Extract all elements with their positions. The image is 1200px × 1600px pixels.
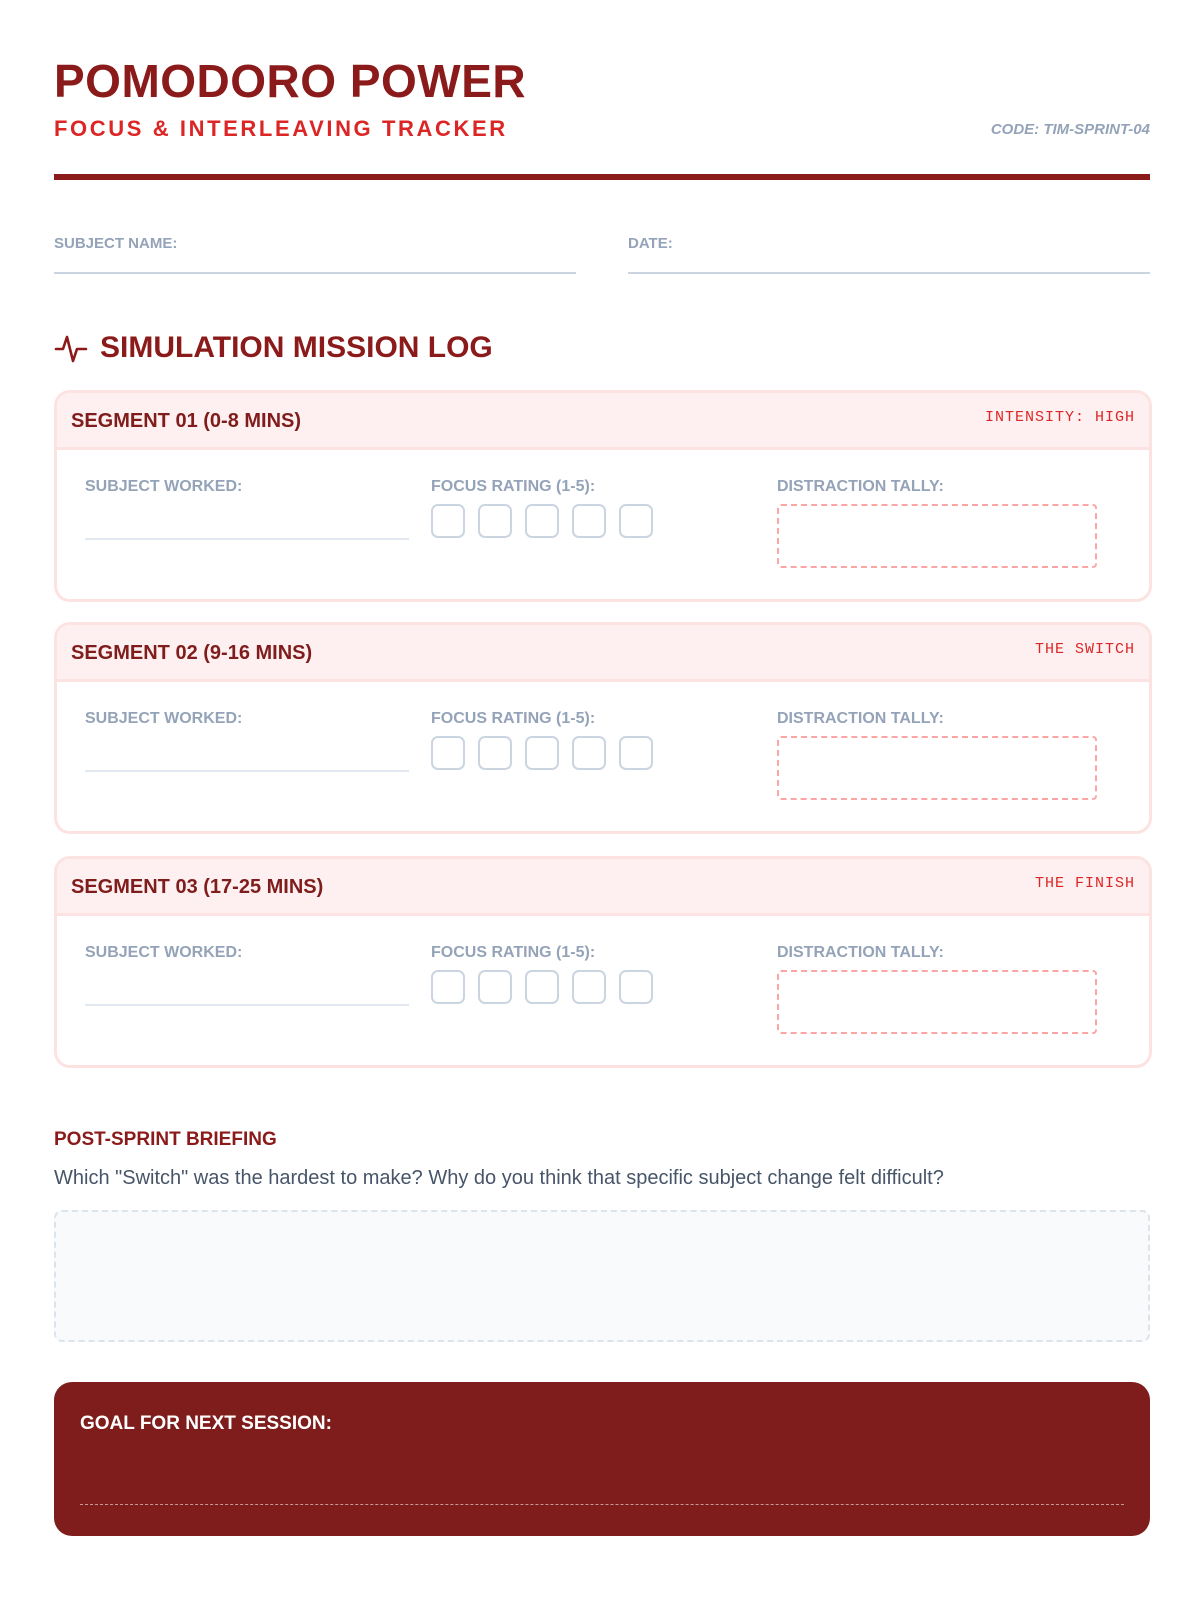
focus-rating-label: FOCUS RATING (1-5): [431,710,596,727]
focus-rating-boxes [431,970,653,1004]
segment-body [57,682,1149,831]
distraction-tally-box[interactable] [777,970,1097,1034]
rating-checkbox[interactable] [619,736,653,770]
rating-checkbox[interactable] [478,736,512,770]
goal-label: GOAL FOR NEXT SESSION: [80,1413,332,1434]
segment-card [54,622,1152,834]
segment-body [57,916,1149,1065]
distraction-tally-box[interactable] [777,736,1097,800]
segment-header [57,859,1149,916]
focus-rating-boxes [431,504,653,538]
section-heading [54,328,493,368]
briefing-question: Which "Switch" was the hardest to make? Why do you think that specific subject change felt difficult? [54,1167,944,1189]
focus-rating-label: FOCUS RATING (1-5): [431,944,596,961]
rating-checkbox[interactable] [525,970,559,1004]
segment-title: SEGMENT 02 (9-16 MINS) [71,642,313,664]
segment-title: SEGMENT 03 (17-25 MINS) [71,876,324,898]
subject-worked-input[interactable] [85,538,409,540]
worksheet-page [54,0,1150,1434]
worksheet-code: CODE: TIM-SPRINT-04 [990,121,1150,138]
distraction-tally-box[interactable] [777,504,1097,568]
briefing-answer-box[interactable] [54,1210,1150,1342]
segment-tag: THE FINISH [1034,875,1135,892]
subject-name-field[interactable] [54,236,576,274]
segment-card [54,856,1152,1068]
rating-checkbox[interactable] [431,736,465,770]
segment-tag: THE SWITCH [1034,641,1135,658]
goal-input-line[interactable] [80,1504,1124,1505]
header-divider [54,174,1150,180]
section-title: SIMULATION MISSION LOG [100,331,493,364]
rating-checkbox[interactable] [619,970,653,1004]
rating-checkbox[interactable] [431,504,465,538]
rating-checkbox[interactable] [619,504,653,538]
rating-checkbox[interactable] [572,736,606,770]
page-title: POMODORO POWER [54,55,527,107]
distraction-tally-label: DISTRACTION TALLY: [777,710,944,727]
subject-worked-label: SUBJECT WORKED: [85,710,243,727]
briefing-title: POST-SPRINT BRIEFING [54,1129,277,1150]
distraction-tally-label: DISTRACTION TALLY: [777,944,944,961]
focus-rating-boxes [431,736,653,770]
subject-worked-label: SUBJECT WORKED: [85,478,243,495]
pulse-icon [54,331,88,365]
segment-card [54,390,1152,602]
segment-body [57,450,1149,599]
page-subtitle: FOCUS & INTERLEAVING TRACKER [54,116,508,141]
focus-rating-label: FOCUS RATING (1-5): [431,478,596,495]
segment-header [57,625,1149,682]
subject-name-label: SUBJECT NAME: [54,235,178,252]
goal-panel [54,1382,1150,1536]
date-label: DATE: [628,235,673,252]
rating-checkbox[interactable] [572,970,606,1004]
subject-worked-label: SUBJECT WORKED: [85,944,243,961]
rating-checkbox[interactable] [478,970,512,1004]
segment-tag: INTENSITY: HIGH [984,409,1135,426]
segment-title: SEGMENT 01 (0-8 MINS) [71,410,302,432]
meta-fields [54,236,1150,272]
rating-checkbox[interactable] [525,504,559,538]
distraction-tally-label: DISTRACTION TALLY: [777,478,944,495]
date-field[interactable] [628,236,1150,274]
segment-header [57,393,1149,450]
header [54,0,1150,182]
rating-checkbox[interactable] [572,504,606,538]
subject-worked-input[interactable] [85,1004,409,1006]
rating-checkbox[interactable] [478,504,512,538]
rating-checkbox[interactable] [431,970,465,1004]
subject-worked-input[interactable] [85,770,409,772]
rating-checkbox[interactable] [525,736,559,770]
